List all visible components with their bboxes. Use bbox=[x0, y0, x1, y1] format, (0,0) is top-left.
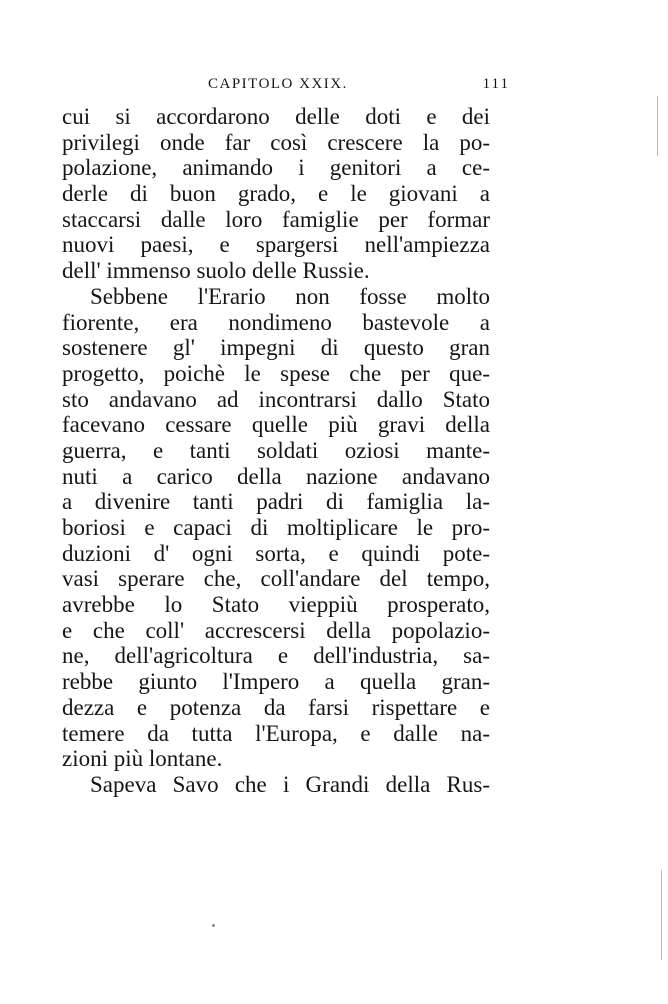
text-line: sostenere gl' impegni di questo gran bbox=[62, 335, 490, 361]
chapter-title: CAPITOLO XXIX. bbox=[208, 76, 348, 92]
page-number: 111 bbox=[482, 76, 510, 92]
text-line: ne, dell'agricoltura e dell'industria, sa- bbox=[62, 643, 490, 669]
scan-edge-mark bbox=[657, 96, 658, 156]
text-line: sto andavano ad incontrarsi dallo Stato bbox=[62, 386, 490, 412]
text-line: boriosi e capaci di moltiplicare le pro- bbox=[62, 515, 490, 540]
text-line: dell' immenso suolo delle Russie. bbox=[62, 258, 370, 284]
text-line: staccarsi dalle loro famiglie per formar bbox=[62, 206, 490, 232]
text-line: derle di buon grado, e le giovani a bbox=[62, 181, 490, 207]
text-line: fiorente, era nondimeno bastevole a bbox=[62, 309, 490, 335]
paragraph-start-line: Sebbene l'Erario non fosse molto bbox=[90, 283, 490, 309]
text-line: nuti a carico della nazione andavano bbox=[62, 463, 490, 489]
text-line: rebbe giunto l'Impero a quella gran- bbox=[62, 669, 490, 695]
text-line: progetto, poichè le spese che per que- bbox=[62, 360, 490, 386]
text-line: privilegi onde far così crescere la po- bbox=[62, 129, 490, 155]
body-text bbox=[62, 104, 490, 798]
text-line: a divenire tanti padri di famiglia la- bbox=[62, 489, 490, 515]
text-line: vasi sperare che, coll'andare del tempo, bbox=[62, 566, 490, 592]
text-line: zioni più lontane. bbox=[62, 746, 223, 772]
text-line: avrebbe lo Stato vieppiù prosperato, bbox=[62, 592, 490, 618]
text-line: e che coll' accrescersi della popolazio- bbox=[62, 617, 490, 643]
scan-edge-mark bbox=[661, 870, 662, 960]
scan-speck bbox=[212, 924, 215, 927]
text-line: temere da tutta l'Europa, e dalle na- bbox=[62, 720, 490, 746]
text-line: facevano cessare quelle più gravi della bbox=[62, 412, 490, 438]
text-line: polazione, animando i genitori a ce- bbox=[62, 155, 490, 181]
paragraph-start-line: Sapeva Savo che i Grandi della Rus- bbox=[90, 771, 490, 797]
text-line: guerra, e tanti soldati oziosi mante- bbox=[62, 437, 490, 463]
text-line: dezza e potenza da farsi rispettare e bbox=[62, 694, 490, 720]
running-head bbox=[60, 76, 510, 100]
text-line: cui si accordarono delle doti e dei bbox=[62, 104, 490, 129]
text-line: nuovi paesi, e spargersi nell'ampiezza bbox=[62, 232, 490, 258]
text-line: duzioni d' ogni sorta, e quindi pote- bbox=[62, 540, 490, 566]
